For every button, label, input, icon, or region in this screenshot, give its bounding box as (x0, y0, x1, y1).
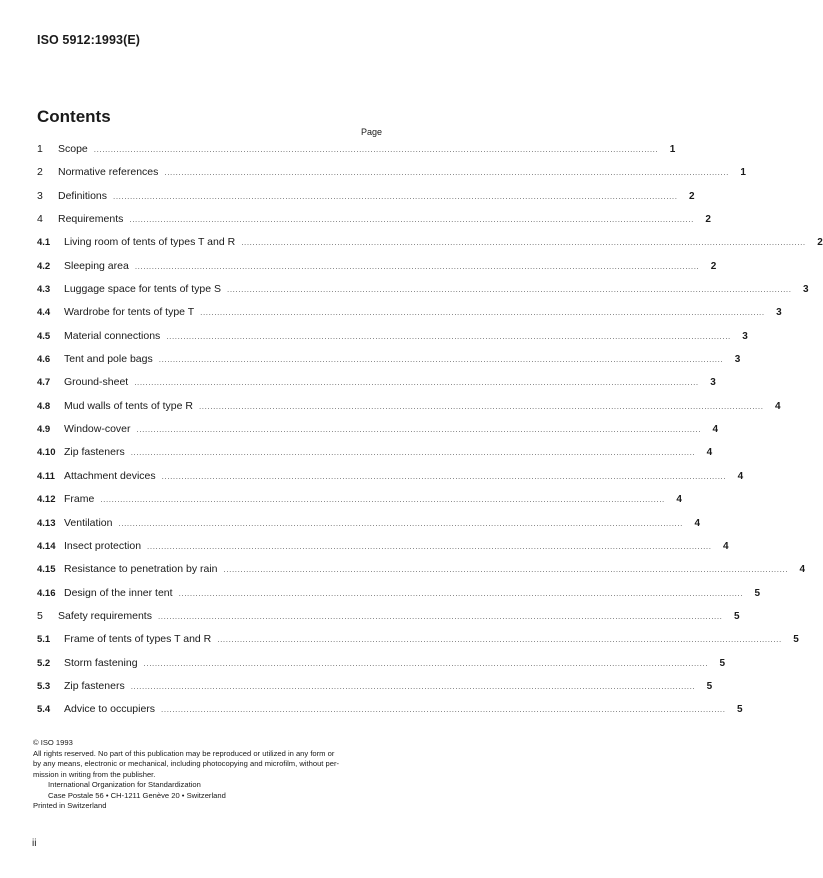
toc-entry-title: Window-cover (64, 423, 131, 436)
toc-entry-title: Safety requirements (58, 609, 152, 622)
toc-entry (37, 283, 809, 306)
table-of-contents (37, 143, 823, 727)
toc-entry (37, 259, 717, 283)
toc-leader-dots: ........................................................................................................................................................................................................ (130, 681, 696, 691)
toc-entry (37, 656, 726, 680)
toc-entry-page: 4 (799, 564, 806, 576)
toc-leader-dots: ........................................................................................................................................................................................................ (118, 518, 683, 528)
copyright-line: © ISO 1993 (33, 738, 73, 747)
toc-entry (37, 376, 716, 399)
toc-entry (37, 539, 729, 563)
toc-leader-dots: ........................................................................................................................................................................................................ (200, 308, 765, 318)
copyright-notice (33, 738, 385, 812)
toc-entry-number: 4.13 (37, 517, 56, 529)
toc-entry-page: 4 (737, 470, 744, 482)
toc-entry-number: 4.10 (37, 447, 56, 459)
toc-entry-title: Zip fasteners (64, 446, 125, 459)
organization-address: Case Postale 56 • CH-1211 Genève 20 • Switzerland (48, 790, 226, 800)
toc-entry-number: 4.2 (37, 260, 51, 272)
toc-leader-dots: ........................................................................................................................................................................................................ (164, 168, 729, 178)
organization-name: International Organization for Standardization (48, 780, 201, 789)
toc-leader-dots: ........................................................................................................................................................................................................ (166, 331, 731, 341)
toc-entry (37, 353, 741, 376)
toc-entry (37, 236, 823, 259)
printed-in: Printed in Switzerland (33, 801, 107, 810)
toc-entry-title: Normative references (58, 166, 159, 179)
toc-entry-title: Attachment devices (64, 469, 156, 482)
toc-entry (37, 423, 719, 446)
toc-entry-number: 4.11 (37, 470, 55, 482)
toc-entry-page: 4 (676, 494, 682, 506)
toc-leader-dots: ........................................................................................................................................................................................................ (100, 495, 665, 505)
toc-entry-title: Mud walls of tents of type R (64, 399, 193, 412)
toc-entry-title: Ventilation (64, 516, 113, 529)
toc-leader-dots: ........................................................................................................................................................................................................ (178, 588, 744, 598)
rights-line-3: mission in writing from the publisher. (33, 769, 156, 779)
toc-entry-page: 2 (817, 237, 823, 249)
toc-entry-page: 3 (803, 284, 809, 296)
toc-entry-page: 2 (705, 214, 711, 226)
toc-entry-title: Living room of tents of types T and R (64, 236, 236, 249)
toc-entry-number: 4.16 (37, 587, 56, 599)
toc-entry-title: Design of the inner tent (64, 586, 173, 599)
toc-entry-title: Wardrobe for tents of type T (64, 306, 195, 319)
toc-entry-number: 3 (37, 189, 43, 202)
toc-entry-title: Sleeping area (64, 259, 129, 272)
toc-leader-dots: ........................................................................................................................................................................................................ (241, 238, 806, 248)
toc-entry-number: 4.14 (37, 540, 56, 552)
toc-entry-title: Ground-sheet (64, 376, 129, 389)
toc-entry-number: 1 (37, 143, 43, 155)
toc-entry-number: 4.5 (37, 330, 51, 342)
toc-entry-page: 5 (733, 610, 740, 622)
toc-entry-number: 4 (37, 213, 43, 226)
toc-entry-page: 3 (742, 330, 748, 342)
toc-entry-number: 4.9 (37, 424, 51, 436)
toc-leader-dots: ........................................................................................................................................................................................................ (143, 658, 709, 668)
toc-entry (37, 679, 713, 703)
toc-entry-number: 4.7 (37, 377, 51, 389)
toc-entry (37, 609, 740, 633)
toc-entry (37, 166, 746, 189)
toc-entry-number: 5.1 (37, 634, 51, 646)
toc-entry (37, 633, 799, 656)
toc-entry-number: 4.15 (37, 564, 56, 576)
toc-entry-page: 4 (694, 517, 700, 529)
toc-entry (37, 213, 711, 236)
toc-entry-page: 5 (754, 587, 761, 599)
toc-entry (37, 306, 782, 329)
toc-entry-title: Requirements (58, 213, 124, 226)
contents-heading: Contents (37, 107, 111, 126)
toc-entry (37, 703, 743, 726)
toc-entry-title: Resistance to penetration by rain (64, 563, 218, 576)
toc-entry-title: Definitions (58, 189, 108, 202)
rights-line-1: All rights reserved. No part of this publication may be reproduced or utilized in any form or (33, 748, 335, 758)
toc-entry-page: 4 (712, 424, 719, 436)
toc-entry-number: 4.12 (37, 494, 56, 506)
toc-entry-title: Zip fasteners (64, 679, 125, 692)
toc-entry (37, 399, 781, 423)
toc-leader-dots: ........................................................................................................................................................................................................ (134, 261, 700, 271)
toc-entry (37, 586, 761, 610)
toc-entry (37, 563, 806, 586)
toc-entry-page: 5 (706, 680, 713, 692)
rights-line-2: by any means, electronic or mechanical, including photocopying and microfilm, without per- (33, 759, 340, 768)
toc-entry-number: 5.4 (37, 704, 51, 716)
toc-entry-title: Material connections (64, 329, 161, 342)
toc-entry-number: 4.4 (37, 307, 51, 319)
toc-leader-dots: ........................................................................................................................................................................................................ (147, 541, 712, 551)
toc-leader-dots: ........................................................................................................................................................................................................ (136, 425, 702, 435)
toc-leader-dots: ........................................................................................................................................................................................................ (227, 285, 792, 295)
toc-entry-number: 4.8 (37, 400, 51, 412)
toc-entry-title: Luggage space for tents of type S (64, 283, 222, 296)
toc-entry-page: 2 (710, 260, 717, 272)
toc-entry-title: Insect protection (64, 539, 142, 552)
toc-entry-title: Tent and pole bags (64, 353, 153, 366)
toc-entry-title: Frame of tents of types T and R (64, 633, 212, 646)
toc-entry-title: Advice to occupiers (64, 703, 156, 716)
toc-leader-dots: ........................................................................................................................................................................................................ (161, 705, 726, 715)
toc-entry-page: 4 (706, 447, 713, 459)
page-column-label: Page (361, 127, 383, 137)
toc-entry (37, 189, 695, 213)
toc-entry (37, 446, 713, 469)
document-id: ISO 5912:1993(E) (37, 33, 141, 47)
toc-entry-page: 3 (734, 354, 741, 366)
toc-entry-page: 1 (740, 167, 746, 179)
toc-entry-number: 4.1 (37, 237, 51, 249)
page-number: ii (32, 838, 37, 849)
toc-entry (37, 469, 744, 493)
toc-entry-number: 2 (37, 166, 43, 179)
toc-entry (37, 329, 748, 353)
toc-leader-dots: ........................................................................................................................................................................................................ (217, 635, 782, 645)
toc-entry-page: 3 (710, 377, 716, 389)
toc-entry-number: 4.6 (37, 354, 51, 366)
toc-entry (37, 143, 676, 166)
toc-entry-page: 5 (793, 634, 799, 646)
toc-entry (37, 516, 700, 540)
toc-entry-page: 1 (669, 144, 676, 155)
toc-entry-page: 4 (723, 540, 729, 552)
toc-leader-dots: ........................................................................................................................................................................................................ (93, 145, 659, 154)
toc-leader-dots: ........................................................................................................................................................................................................ (158, 355, 724, 365)
toc-leader-dots: ........................................................................................................................................................................................................ (130, 448, 696, 458)
toc-leader-dots: ........................................................................................................................................................................................................ (198, 401, 764, 411)
toc-leader-dots: ........................................................................................................................................................................................................ (161, 471, 727, 481)
toc-entry-page: 3 (776, 307, 782, 319)
toc-entry-number: 5 (37, 609, 43, 622)
toc-leader-dots: ........................................................................................................................................................................................................ (223, 565, 789, 575)
toc-entry-title: Storm fastening (64, 656, 138, 669)
toc-entry-number: 5.2 (37, 657, 51, 669)
toc-entry-page: 4 (774, 400, 781, 412)
toc-entry-number: 5.3 (37, 680, 51, 692)
toc-entry-title: Frame (64, 493, 95, 506)
toc-entry-page: 5 (719, 657, 726, 669)
toc-entry-number: 4.3 (37, 284, 51, 296)
toc-leader-dots: ........................................................................................................................................................................................................ (134, 378, 699, 388)
toc-leader-dots: ........................................................................................................................................................................................................ (129, 215, 694, 225)
toc-entry-title: Scope (58, 143, 88, 155)
toc-leader-dots: ........................................................................................................................................................................................................ (157, 611, 723, 621)
toc-entry-page: 2 (689, 190, 695, 202)
toc-entry-page: 5 (737, 704, 743, 716)
toc-leader-dots: ........................................................................................................................................................................................................ (113, 191, 678, 201)
toc-entry (37, 493, 682, 516)
